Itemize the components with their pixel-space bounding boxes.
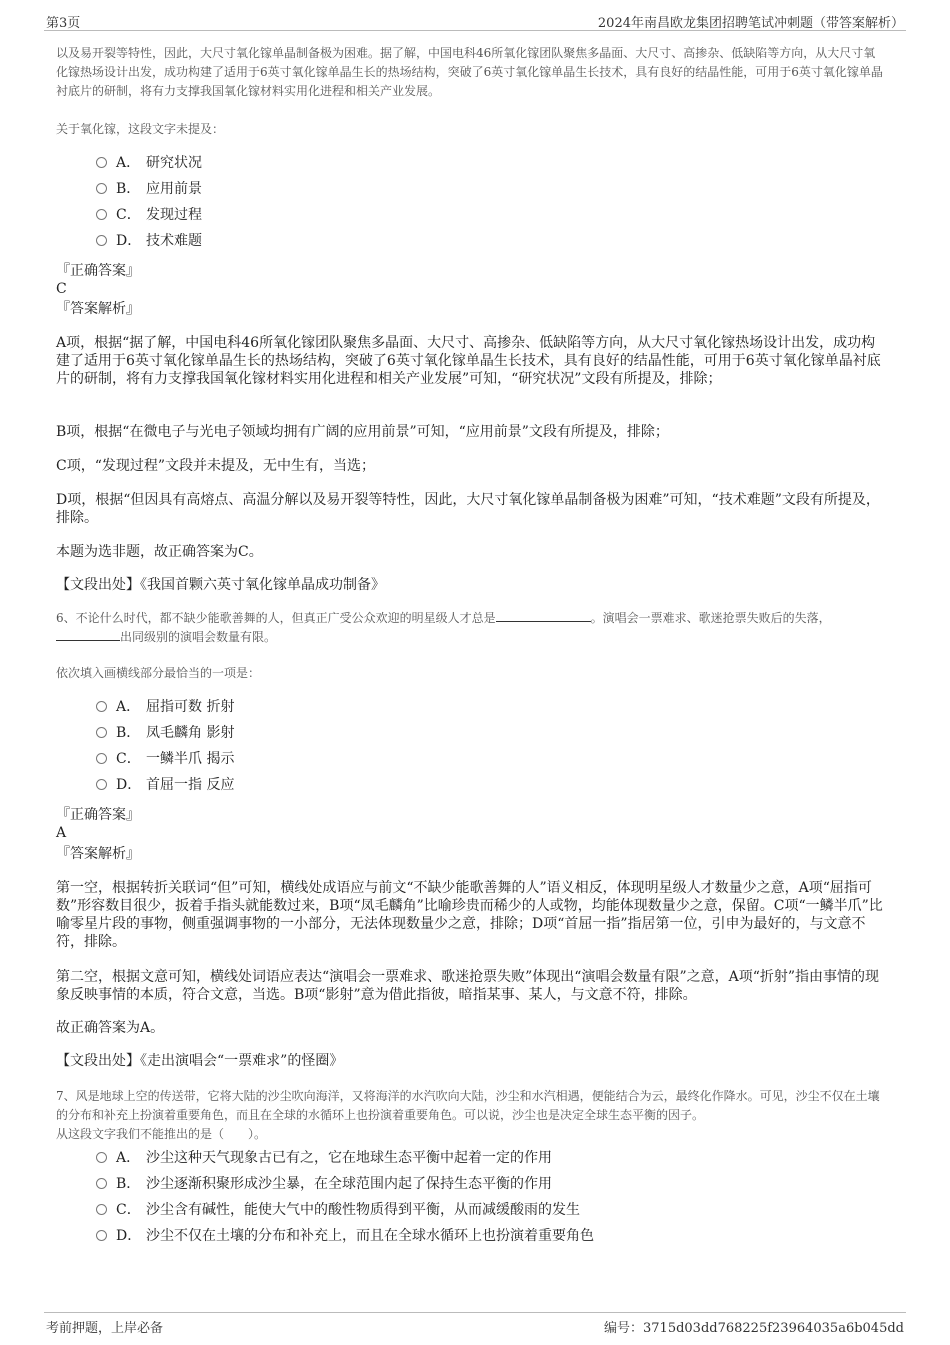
document-title: 2024年南昌欧龙集团招聘笔试冲刺题（带答案解析） xyxy=(597,16,904,31)
q5-analysis-b: B项，根据“在微电子与光电子领域均拥有广阔的应用前景”可知，“应用前景”文段有所提及，排除； xyxy=(56,424,669,440)
q5-option-a[interactable]: A． 研究状况 xyxy=(96,153,202,173)
radio-icon[interactable] xyxy=(96,1178,107,1189)
q6-answer: A xyxy=(56,825,67,841)
q6-analysis-1: 第一空，根据转折关联词“但”可知，横线处成语应与前文“不缺少能歌善舞的人”语义相反，体现明星级人才数量少之意，A项“屈指可数”形容数目很少，扳着手指头就能数过来，B项“凤毛麟角”比喻珍贵而稀少的人或物，均能体现数量少之意，保留。C项“一鳞半爪”比喻零星片段的事物，侧重强调事物的一小部分，无法体现数量少之意，排除；D项“首屈一指”指居第一位，引申为最好的，与文意不符，排除。 xyxy=(56,880,883,950)
q7-option-b[interactable]: B． 沙尘逐渐积聚形成沙尘暴，在全球范围内起了保持生态平衡的作用 xyxy=(96,1174,552,1194)
q5-analysis-label: 『答案解析』 xyxy=(56,301,140,317)
radio-icon[interactable] xyxy=(96,753,107,764)
q5-analysis-d: D项，根据“但因具有高熔点、高温分解以及易开裂等特性，因此，大尺寸氧化镓单晶制备极为困难”可知，“技术难题”文段有所提及，排除。 xyxy=(56,492,880,526)
radio-icon[interactable] xyxy=(96,1152,107,1163)
q6-source: 【文段出处】《走出演唱会“一票难求”的怪圈》 xyxy=(56,1053,344,1069)
q6-answer-label: 『正确答案』 xyxy=(56,807,140,823)
q5-option-d[interactable]: D． 技术难题 xyxy=(96,231,202,251)
q6-option-a[interactable]: A． 屈指可数 折射 xyxy=(96,697,234,717)
q5-analysis-a: A项，根据“据了解，中国电科46所氧化镓团队聚焦多晶面、大尺寸、高掺杂、低缺陷等方向，从大尺寸氧化镓热场设计出发，成功构建了适用于6英寸氧化镓单晶生长的热场结构，突破了6英寸氧化镓单晶生长技术，具有良好的结晶性能，可用于6英寸氧化镓单晶衬底片的研制，将有力支撑我国氧化镓材料实用化进程和相关产业发展”可知，“研究状况”文段有所提及，排除； xyxy=(56,335,881,387)
q5-analysis-c: C项，“发现过程”文段并未提及，无中生有，当选； xyxy=(56,458,376,474)
q5-source: 【文段出处】《我国首颗六英寸氧化镓单晶成功制备》 xyxy=(56,577,385,593)
q6-analysis-2: 第二空，根据文意可知，横线处词语应表达“演唱会一票难求、歌迷抢票失败”体现出“演唱会数量有限”之意，A项“折射”指由事情的现象反映事情的本质，符合文意，当选。B项“影射”意为借此指彼，暗指某事、某人，与文意不符，排除。 xyxy=(56,969,880,1003)
q7-option-d[interactable]: D． 沙尘不仅在土壤的分布和补充上，而且在全球水循环上也扮演着重要角色 xyxy=(96,1226,594,1246)
page-number: 第3页 xyxy=(46,16,81,31)
radio-icon[interactable] xyxy=(96,183,107,194)
radio-icon[interactable] xyxy=(96,1204,107,1215)
radio-icon[interactable] xyxy=(96,209,107,220)
q6-option-c[interactable]: C． 一鳞半爪 揭示 xyxy=(96,749,234,769)
q6-option-b[interactable]: B． 凤毛麟角 影射 xyxy=(96,723,234,743)
radio-icon[interactable] xyxy=(96,701,107,712)
q7-stem: 7、风是地球上空的传送带，它将大陆的沙尘吹向海洋，又将海洋的水汽吹向大陆，沙尘和水汽相遇，便能结合为云，最终化作降水。可见，沙尘不仅在土壤的分布和补充上扮演着重要角色，而且在全球的水循环上也扮演着重要角色。可以说，沙尘也是决定全球生态平衡的因子。 xyxy=(56,1089,880,1122)
radio-icon[interactable] xyxy=(96,157,107,168)
document-id: 编号：3715d03dd768225f23964035a6b045dd xyxy=(604,1321,904,1336)
page-footer xyxy=(44,1312,906,1337)
radio-icon[interactable] xyxy=(96,1230,107,1241)
q7-prompt: 从这段文字我们不能推出的是（ ）。 xyxy=(56,1127,267,1141)
q7-option-a[interactable]: A． 沙尘这种天气现象古已有之，它在地球生态平衡中起着一定的作用 xyxy=(96,1148,552,1168)
q5-option-c[interactable]: C． 发现过程 xyxy=(96,205,202,225)
radio-icon[interactable] xyxy=(96,235,107,246)
q5-option-b[interactable]: B． 应用前景 xyxy=(96,179,202,199)
q6-prompt: 依次填入画横线部分最恰当的一项是： xyxy=(56,666,261,680)
q6-stem: 6、不论什么时代，都不缺少能歌善舞的人，但真正广受公众欢迎的明星级人才总是 。演唱会一票难求、歌迷抢票失败后的失落，出同级别的演唱会数量有限。 xyxy=(56,611,831,644)
q5-answer: C xyxy=(56,281,67,297)
blank-1 xyxy=(496,609,591,622)
blank-2 xyxy=(56,628,120,641)
q5-prompt: 关于氧化镓，这段文字未提及： xyxy=(56,122,225,136)
q5-conclusion: 本题为选非题，故正确答案为C。 xyxy=(56,544,263,560)
q5-answer-label: 『正确答案』 xyxy=(56,263,140,279)
footer-slogan: 考前押题，上岸必备 xyxy=(46,1321,164,1336)
page-header xyxy=(44,10,906,31)
q6-analysis-label: 『答案解析』 xyxy=(56,846,140,862)
radio-icon[interactable] xyxy=(96,779,107,790)
q7-option-c[interactable]: C． 沙尘含有碱性，能使大气中的酸性物质得到平衡，从而减缓酸雨的发生 xyxy=(96,1200,580,1220)
q6-option-d[interactable]: D． 首屈一指 反应 xyxy=(96,775,234,795)
q6-conclusion: 故正确答案为A。 xyxy=(56,1020,165,1036)
radio-icon[interactable] xyxy=(96,727,107,738)
q5-passage: 以及易开裂等特性，因此，大尺寸氧化镓单晶制备极为困难。据了解，中国电科46所氧化镓团队聚焦多晶面、大尺寸、高掺杂、低缺陷等方向，从大尺寸氧化镓热场设计出发，成功构建了适用于6英寸氧化镓单晶生长的热场结构，突破了6英寸氧化镓单晶生长技术，具有良好的结晶性能，可用于6英寸氧化镓单晶衬底片的研制，将有力支撑我国氧化镓材料实用化进程和相关产业发展。 xyxy=(56,46,883,98)
